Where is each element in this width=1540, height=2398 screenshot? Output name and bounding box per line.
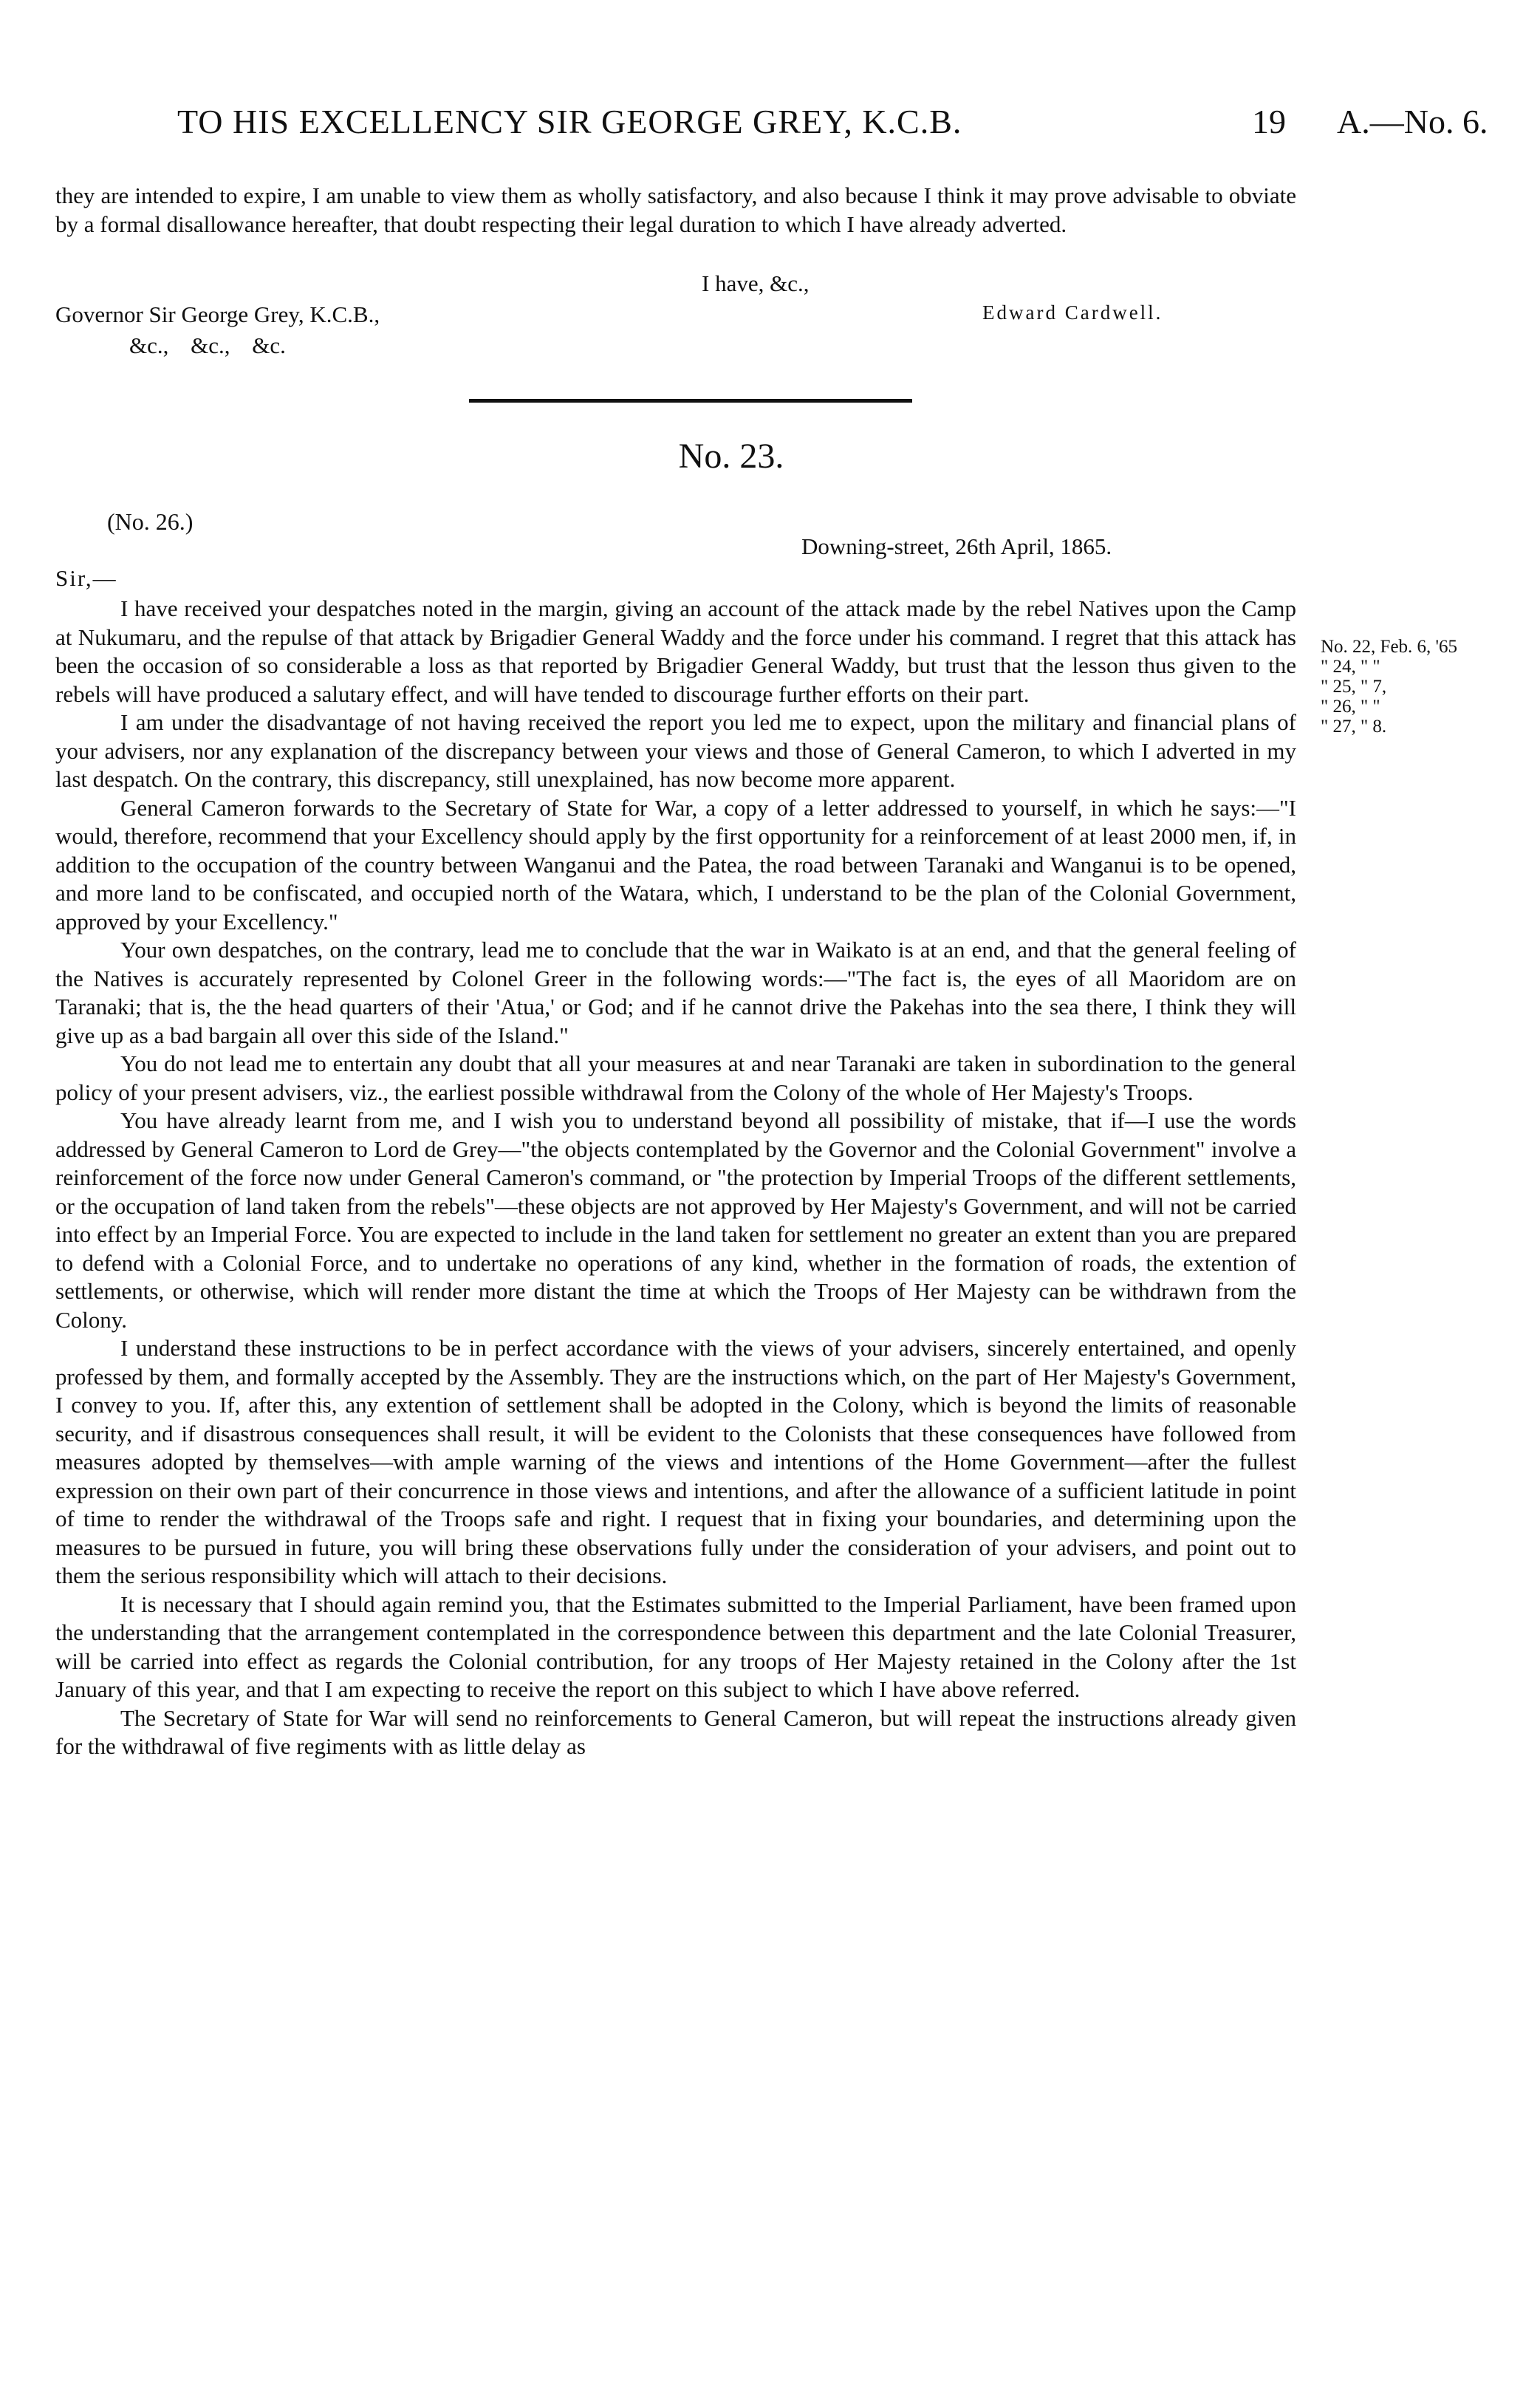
closing-have: I have, &c., — [702, 270, 810, 296]
body-paragraph: I am under the disadvantage of not having received the report you led me to expect, upon the military and financial plans of your advisers, nor any explanation of the discrepancy between your views and those of General Cameron, to which I adverted in my last despatch. On the contrary, this discrepancy, still unexplained, has now become more apparent. — [55, 709, 1296, 792]
body-paragraph: The Secretary of State for War will send no reinforcements to General Cameron, but will repeat the instructions already given for the withdrawal of five regiments with as little delay as — [55, 1704, 1296, 1759]
despatch-heading: No. 23. — [678, 437, 784, 476]
despatch-body — [55, 595, 1296, 1761]
addressee: Governor Sir George Grey, K.C.B., — [55, 301, 380, 327]
closing-block — [55, 270, 1296, 366]
intro-paragraph: they are intended to expire, I am unable to view them as wholly satisfactory, and also because I think it may prove advisable to obviate by a formal disallowance hereafter, that doubt respecting their legal duration to which I have already adverted. — [55, 182, 1296, 237]
section-divider — [469, 399, 912, 403]
dateline: Downing-street, 26th April, 1865. — [801, 533, 1112, 559]
body-paragraph: It is necessary that I should again remind you, that the Estimates submitted to the Imperial Parliament, have been framed upon the understanding that the arrangement contemplated in the correspondence between this department and the late Colonial Treasurer, will be carried into effect as regards the Colonial contribution, for any troops of Her Majesty retained in the Colony after the 1st January of this year, and that I am expecting to receive the report on this subject to which I have above referred. — [55, 1591, 1296, 1702]
body-paragraph: Your own despatches, on the contrary, lead me to conclude that the war in Waikato is at an end, and that the general feeling of the Natives is accurately represented by Colonel Greer in the following words:—"The fact is, the eyes of all Maoridom are on Taranaki; that is, the the head quarters of their 'Atua,' or God; and if he cannot drive the Pakehas into the sea there, I think they will give up as a bad bargain all over this side of the Island." — [55, 937, 1296, 1048]
despatch-reference: (No. 26.) — [107, 508, 194, 535]
marginal-note-line: " 26, " " — [1321, 697, 1380, 717]
running-head — [177, 102, 1507, 154]
paper-reference: A.—No. 6. — [1337, 103, 1488, 140]
marginal-note-line: " 25, " 7, — [1321, 677, 1387, 697]
signatory: Edward Cardwell. — [982, 301, 1163, 324]
marginal-note-line: " 27, " 8. — [1321, 717, 1387, 737]
running-head-title: TO HIS EXCELLENCY SIR GEORGE GREY, K.C.B. — [177, 103, 962, 140]
intro-paragraph-block — [55, 182, 1296, 239]
body-paragraph: I have received your despatches noted in the margin, giving an account of the attack made by the rebel Natives upon the Camp at Nukumaru, and the repulse of that attack by Brigadier General Waddy and the force under his command. I regret that this attack has been the occasion of so considerable a loss as that reported by Brigadier General Waddy, but trust that the lesson thus given to the rebels will have produced a salutary effect, and will have tended to discourage further efforts on their part. — [55, 595, 1296, 707]
body-paragraph: General Cameron forwards to the Secretary of State for War, a copy of a letter addressed to yourself, in which he says:—"I would, therefore, recommend that your Excellency should apply by the first opportunity for a reinforcement of at least 2000 men, if, in addition to the occupation of the country between Wanganui and the Patea, the road between Taranaki and Wanganui is to be opened, and more land to be confiscated, and occupied north of the Watara, which, I understand to be the plan of the Colonial Government, approved by your Excellency." — [55, 794, 1296, 935]
marginal-note — [1321, 637, 1527, 737]
salutation: Sir,— — [55, 565, 117, 591]
page-number: 19 — [1252, 103, 1286, 140]
marginal-note-line: " 24, " " — [1321, 657, 1380, 677]
body-paragraph: I understand these instructions to be in perfect accordance with the views of your advisers, sincerely entertained, and openly professed by them, and formally accepted by the Assembly. They are the instructions which, on the part of Her Majesty's Government, I convey to you. If, after this, any extention of settlement shall be adopted in the Colony, which is beyond the limits of reasonable security, and if disastrous consequences shall result, it will be evident to the Colonists that these consequences have followed from measures adopted by themselves—with ample warning of the views and intentions of the Home Government—after the fullest expression on their own part of their concurrence in those views and intentions, and after the allowance of a sufficient latitude in point of time to render the withdrawal of the Troops safe and right. I request that in fixing your boundaries, and determining upon the measures to be pursued in future, you will bring these observations fully under the consideration of your advisers, and point out to them the serious responsibility which will attach to their decisions. — [55, 1335, 1296, 1588]
body-paragraph: You do not lead me to entertain any doubt that all your measures at and near Taranaki are taken in subordination to the general policy of your present advisers, viz., the earliest possible withdrawal from the Colony of the whole of Her Majesty's Troops. — [55, 1051, 1296, 1105]
marginal-note-line: No. 22, Feb. 6, '65 — [1321, 637, 1458, 657]
addressee-etc: &c., &c., &c. — [129, 332, 286, 358]
body-paragraph: You have already learnt from me, and I wish you to understand beyond all possibility of mistake, that if—I use the words addressed by General Cameron to Lord de Grey—"the objects contemplated by the Governor and the Colonial Government" involve a reinforcement of the force now under General Cameron's command, or "the protection by Imperial Troops of the different settlements, or the occupation of land taken from the rebels"—these objects are not approved by Her Majesty's Government, and will not be carried into effect by an Imperial Force. You are expected to include in the land taken for settlement no greater an extent than you are prepared to defend with a Colonial Force, and to undertake no operations of any kind, whether in the formation of roads, the extention of settlements, or otherwise, which will render more distant the time at which the Troops of Her Majesty can be withdrawn from the Colony. — [55, 1107, 1296, 1333]
